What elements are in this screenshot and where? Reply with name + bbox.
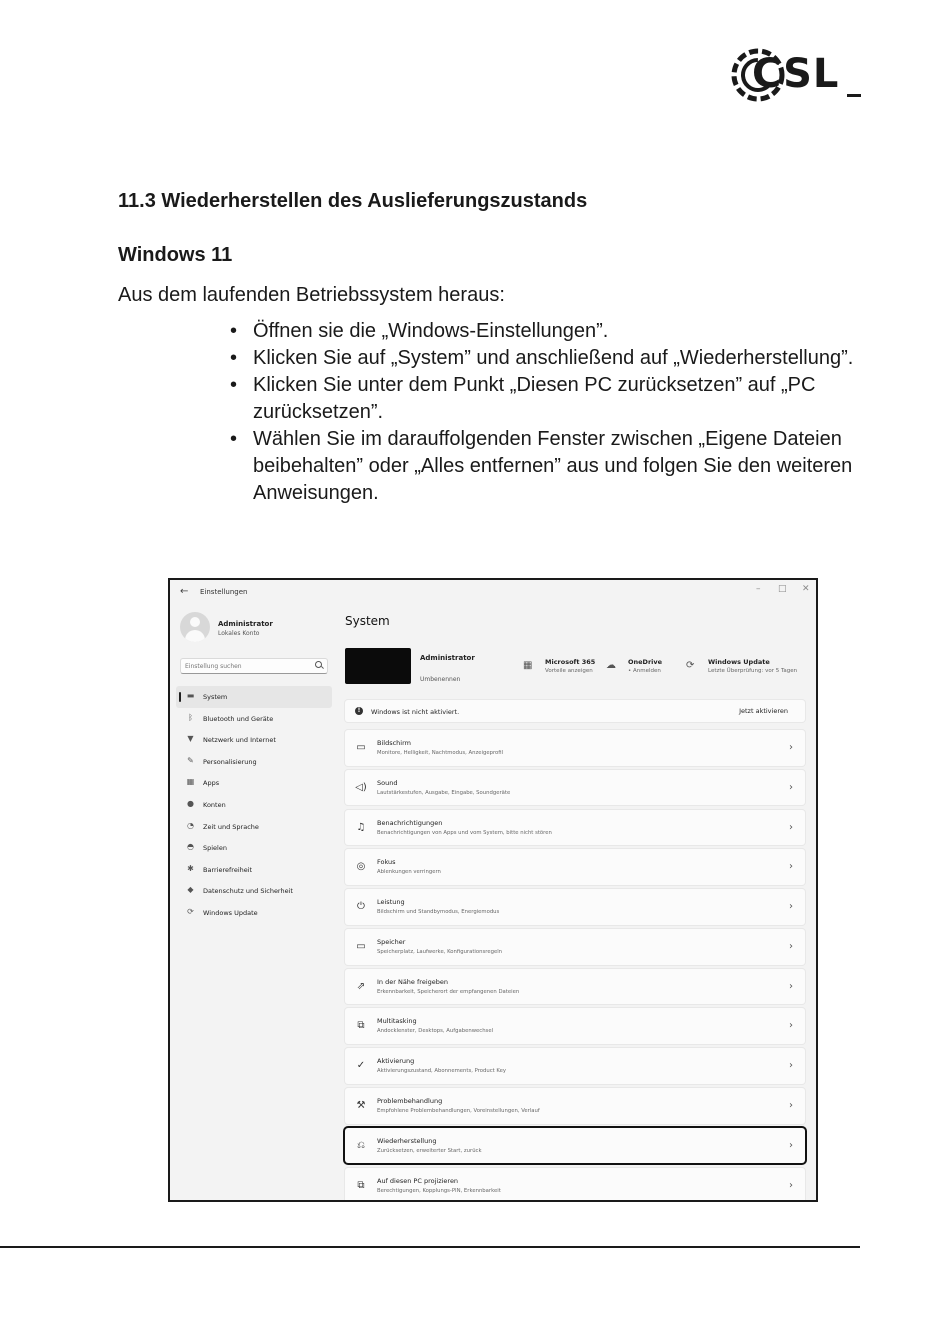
settings-row[interactable] [345,1168,805,1202]
main-panel [345,580,818,1200]
chevron-right-icon: › [789,861,793,873]
page-title: System [345,614,390,628]
chevron-right-icon: › [789,781,793,793]
tile-title: Microsoft 365 [545,658,596,666]
row-description: Bildschirm und Standbymodus, Energiemodus [377,909,500,916]
tile-subtitle: Vorteile anzeigen [545,668,593,674]
chevron-right-icon: › [789,1139,793,1151]
settings-screenshot [168,578,818,1202]
row-title: Sound [377,778,398,787]
sidebar-item-label: Datenschutz und Sicherheit [203,887,293,896]
sidebar-item-label: Personalisierung [203,757,257,766]
row-description: Lautstärkestufen, Ausgabe, Eingabe, Soundgeräte [377,789,511,796]
row-title: Aktivierung [377,1057,415,1066]
globe-clock-icon: ◔ [187,820,194,830]
row-description: Aktivierungszustand, Abonnements, Product Key [377,1068,507,1075]
recovery-icon: ⎌ [357,1139,365,1151]
steps-list [228,318,868,507]
settings-list [345,730,805,1202]
notice-text: Windows ist nicht aktiviert. [371,708,460,716]
csl-logo [730,42,862,108]
row-title: Wiederherstellung [377,1136,437,1145]
step-item: • Klicken Sie auf „System” und anschließend auf „Wiederherstellung”. [228,345,868,372]
shield-icon: ◆ [187,885,194,895]
chevron-right-icon: › [789,821,793,833]
sidebar-item[interactable] [176,794,332,816]
gamepad-icon: ◓ [187,842,194,852]
row-description: Speicherplatz, Laufwerke, Konfigurationsregeln [377,948,503,955]
storage-icon: ▭ [356,940,366,952]
settings-row[interactable] [345,1128,805,1164]
row-title: Problembehandlung [377,1097,443,1106]
row-title: Benachrichtigungen [377,818,443,827]
logo-underscore [847,94,861,97]
step-item: • Öffnen sie die „Windows-Einstellungen”. [228,318,868,345]
sidebar-item-label: System [203,693,228,701]
power-icon: ⏻ [357,901,365,913]
info-icon: ! [355,707,363,715]
desktop-thumbnail [345,648,411,684]
cloud-icon: ☁ [606,660,616,671]
sidebar-item-label: Bluetooth und Geräte [203,714,274,723]
row-title: Multitasking [377,1017,417,1026]
share-icon: ⇗ [356,980,366,992]
chevron-right-icon: › [789,1020,793,1032]
app-title: Einstellungen [200,588,248,596]
sidebar-item-label: Barrierefreiheit [203,865,253,874]
row-description: Zurücksetzen, erweiterter Start, zurück [377,1147,482,1154]
footer-rule [0,1246,860,1248]
sidebar-item-label: Apps [203,779,220,788]
sidebar-item[interactable] [176,772,332,794]
chevron-right-icon: › [789,901,793,913]
chevron-right-icon: › [789,1179,793,1191]
settings-row[interactable] [345,1088,805,1124]
sidebar-item[interactable] [176,880,332,902]
step-item: • Klicken Sie unter dem Punkt „Diesen PC zurücksetzen” auf „PC zurücksetzen”. [228,372,868,426]
tile-subtitle: Letzte Überprüfung: vor 5 Tagen [708,668,798,674]
speaker-icon: ◁) [355,781,367,793]
focus-icon: ◎ [356,861,366,873]
subheading: Windows 11 [118,244,233,266]
user-account-type: Lokales Konto [218,630,260,637]
row-title: Auf diesen PC projizieren [377,1176,459,1185]
maximize-button[interactable]: □ [778,584,787,594]
project-icon: ⧉ [357,1179,365,1191]
row-description: Benachrichtigungen von Apps und vom System, bitte nicht stören [377,829,552,836]
chevron-right-icon: › [789,1100,793,1112]
activate-now-button[interactable]: Jetzt aktivieren [739,707,788,715]
row-description: Ablenkungen verringern [377,869,441,876]
monitor-icon: ▭ [356,742,366,753]
rename-link[interactable]: Umbenennen [420,676,461,683]
sidebar-item[interactable] [176,729,332,751]
settings-row[interactable] [345,849,805,885]
sidebar-item-label: Windows Update [203,908,258,917]
sidebar-item-label: Konten [203,800,226,809]
row-description: Andocklenster, Desktops, Aufgabenwechsel [377,1028,494,1035]
sidebar-item[interactable] [176,837,332,859]
chevron-right-icon: › [789,980,793,992]
update-icon: ⟳ [187,906,194,916]
display-icon: ▬ [186,691,195,700]
sidebar-item-label: Zeit und Sprache [203,822,259,831]
minimize-button[interactable]: – [756,584,761,594]
search-box[interactable] [180,658,328,674]
tile-title: Windows Update [708,658,770,666]
tile-subtitle: • Anmelden [628,668,661,674]
row-title: Leistung [377,898,405,907]
logo-wordmark: CSL [752,51,840,97]
check-circle-icon: ✓ [356,1060,366,1072]
intro-text: Aus dem laufenden Betriebssystem heraus: [118,284,505,306]
section-heading: 11.3 Wiederherstellen des Auslieferungszustands [118,190,588,212]
user-name: Administrator [218,620,273,628]
sidebar-item[interactable] [176,859,332,881]
back-arrow-icon[interactable]: ← [180,586,189,597]
activation-notice [345,700,805,722]
settings-row[interactable] [345,770,805,806]
settings-row[interactable] [345,969,805,1005]
search-input[interactable] [185,661,305,671]
person-icon: ● [187,798,194,808]
avatar [180,612,210,642]
device-name: Administrator [420,654,475,662]
sidebar-item[interactable] [176,708,332,730]
brush-icon: ✎ [187,755,194,765]
row-description: Erkennbarkeit, Speicherort der empfangenen Dateien [377,988,520,995]
chevron-right-icon: › [789,1060,793,1072]
close-button[interactable]: ✕ [802,584,810,594]
update-icon: ⟳ [686,660,695,671]
accessibility-icon: ✱ [187,863,194,873]
multitask-icon: ⧉ [357,1020,365,1032]
settings-row[interactable] [345,730,805,766]
row-title: Fokus [377,858,396,867]
sidebar-item-label: Netzwerk und Internet [203,736,276,745]
row-description: Berechtigungen, Kopplungs-PIN, Erkennbarkeit [377,1187,501,1194]
grid-icon: ▦ [523,660,533,671]
bluetooth-icon: ᛒ [188,712,193,722]
settings-row[interactable] [345,810,805,846]
search-icon [315,661,322,668]
sidebar-nav [176,686,332,924]
user-card[interactable] [180,612,340,646]
scrollbar[interactable] [817,648,818,1088]
row-title: Speicher [377,937,406,946]
settings-row[interactable] [345,929,805,965]
apps-icon: ▦ [186,777,195,787]
row-description: Monitore, Helligkeit, Nachtmodus, Anzeigeprofil [377,750,504,756]
wrench-icon: ⚒ [356,1100,366,1112]
row-description: Empfohlene Problembehandlungen, Voreinstellungen, Verlauf [377,1108,540,1115]
sidebar-item[interactable] [176,902,332,924]
settings-row[interactable] [345,1048,805,1084]
bell-icon: ♫ [356,821,366,833]
row-title: In der Nähe freigeben [377,977,448,986]
chevron-right-icon: › [789,742,793,753]
sidebar-item-label: Spielen [203,844,227,853]
row-title: Bildschirm [377,739,411,747]
sidebar-item[interactable] [176,751,332,773]
tile-title: OneDrive [628,658,663,666]
settings-row[interactable] [345,1008,805,1044]
chevron-right-icon: › [789,940,793,952]
sidebar-item[interactable] [176,816,332,838]
step-item: • Wählen Sie im darauffolgenden Fenster zwischen „Eigene Dateien beibehalten” oder „Alles entfernen” aus und folgen Sie den weiteren Anweisungen. [228,426,868,507]
sidebar-item[interactable] [176,686,332,708]
settings-row[interactable] [345,889,805,925]
wifi-icon: ▼ [187,734,194,744]
